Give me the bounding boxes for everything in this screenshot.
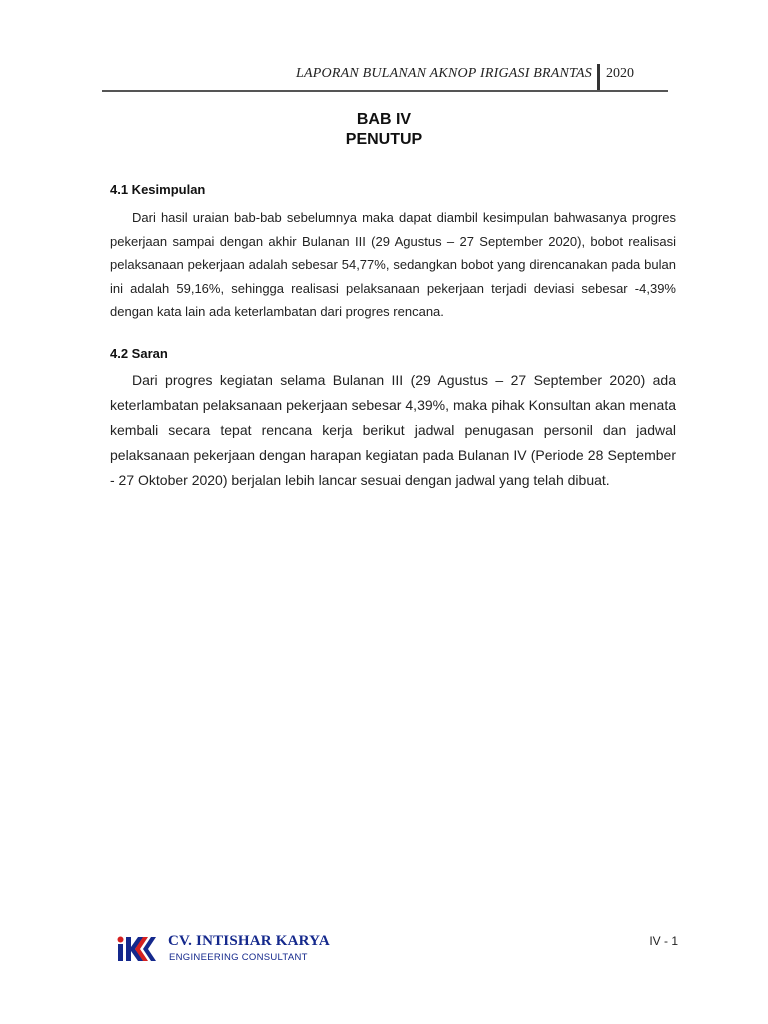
company-subtitle: ENGINEERING CONSULTANT [169, 952, 308, 963]
report-header-year: 2020 [606, 66, 634, 81]
company-logo-icon [116, 935, 160, 963]
page-number: IV - 1 [649, 934, 678, 948]
report-header-title: LAPORAN BULANAN AKNOP IRIGASI BRANTAS [296, 66, 592, 81]
section-heading-saran: 4.2 Saran [110, 346, 168, 361]
paragraph-kesimpulan: Dari hasil uraian bab-bab sebelumnya maka dapat diambil kesimpulan bahwasanya progres pekerjaan sampai dengan akhir Bulanan III (29 Agustus – 27 September 2020), bobot realisasi pelaksanaan pekerjaan adalah sebesar 54,77%, sedangkan bobot yang direncanakan pada bulan ini adalah 59,16%, sehingga realisasi pelaksanaan pekerjaan terjadi deviasi sebesar -4,39% dengan kata lain ada keterlambatan dari progres rencana. [110, 210, 676, 319]
paragraph-saran: Dari progres kegiatan selama Bulanan III (29 Agustus – 27 September 2020) ada keterlambatan pelaksanaan pekerjaan sebesar 4,39%, maka pihak Konsultan akan menata kembali secara tepat rencana kerja berikut jadwal penugasan personil dan jadwal pelaksanaan pekerjaan dengan harapan kegiatan pada Bulanan IV (Periode 28 September - 27 Oktober 2020) berjalan lebih lancar sesuai dengan jadwal yang telah dibuat. [110, 372, 676, 488]
chapter-title: PENUTUP [345, 131, 423, 148]
section-heading-kesimpulan: 4.1 Kesimpulan [110, 182, 206, 197]
company-name: CV. INTISHAR KARYA [168, 933, 330, 949]
header-divider-bar [597, 64, 600, 92]
header-rule [102, 90, 668, 92]
chapter-number: BAB IV [356, 111, 412, 128]
